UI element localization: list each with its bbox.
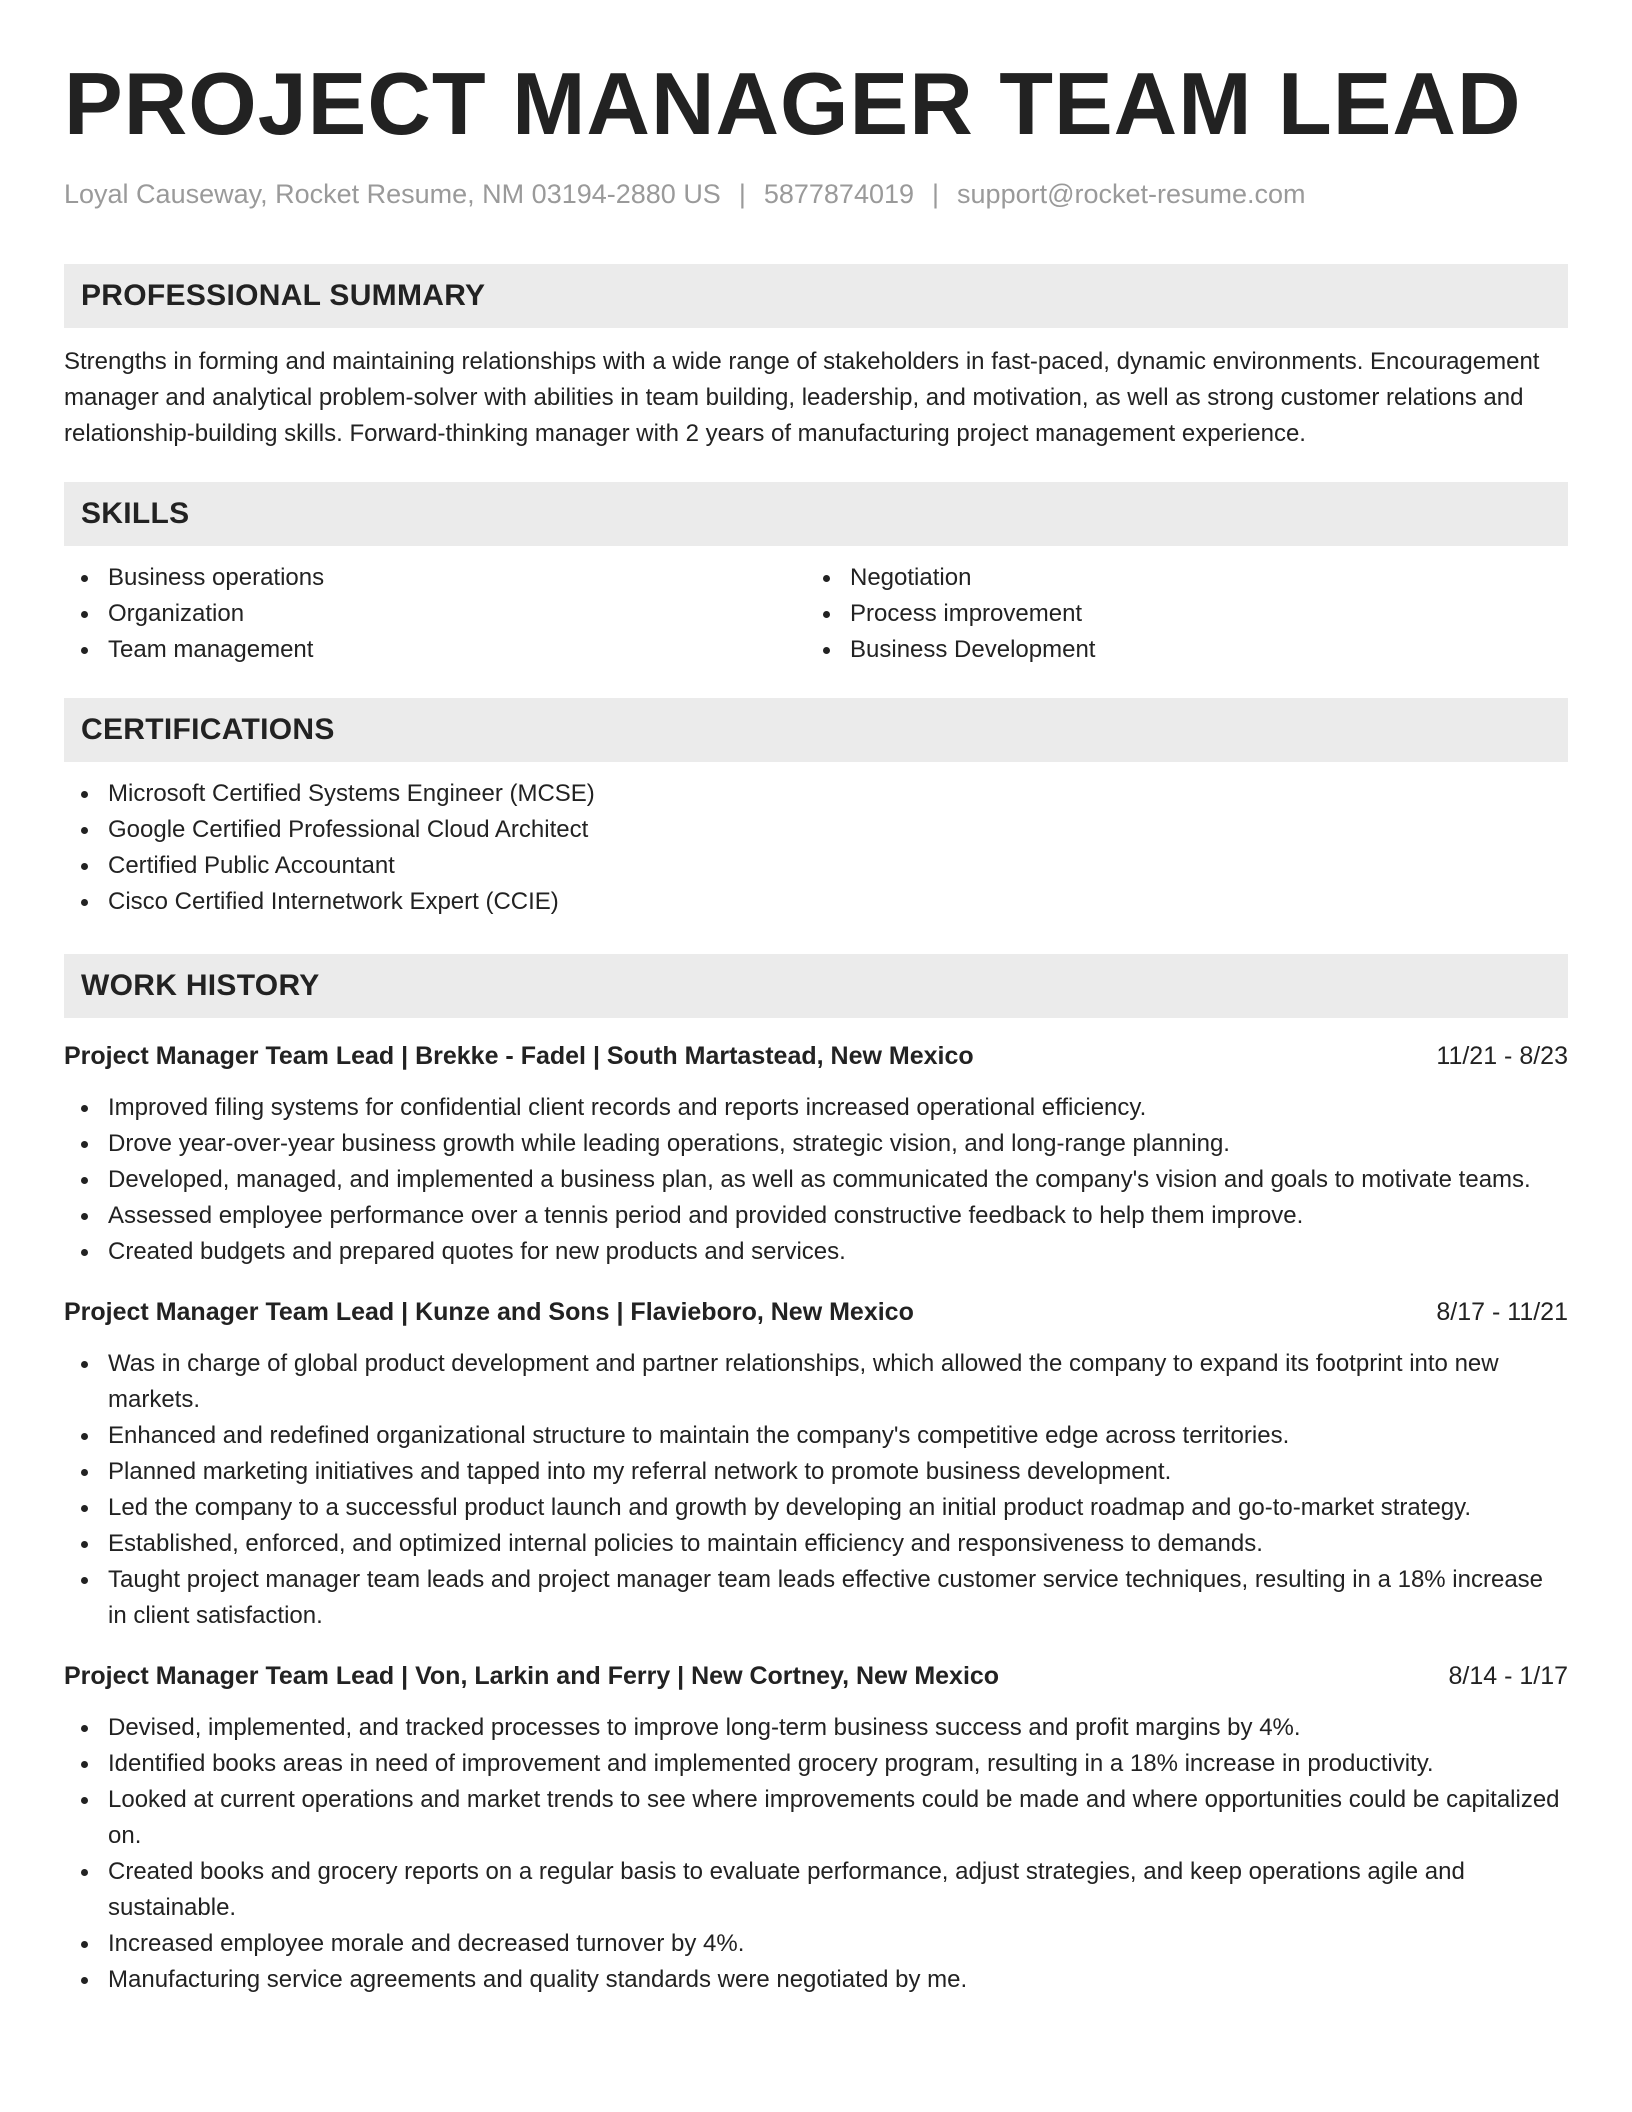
job-bullet: Established, enforced, and optimized internal policies to maintain efficiency and responsiveness to demands. xyxy=(108,1526,1568,1562)
skills-list-left xyxy=(64,560,806,668)
job-bullet: Created books and grocery reports on a regular basis to evaluate performance, adjust strategies, and keep operations agile and sustainable. xyxy=(108,1854,1568,1926)
skill-item: Business Development xyxy=(850,632,1548,668)
job-bullet: Assessed employee performance over a tennis period and provided constructive feedback to help them improve. xyxy=(108,1198,1568,1234)
job-bullet: Developed, managed, and implemented a business plan, as well as communicated the company's vision and goals to motivate teams. xyxy=(108,1162,1568,1198)
skill-item: Team management xyxy=(108,632,806,668)
certifications-list xyxy=(64,776,1568,920)
skill-item: Negotiation xyxy=(850,560,1548,596)
certification-item: Microsoft Certified Systems Engineer (MCSE) xyxy=(108,776,1568,812)
job-bullets xyxy=(64,1346,1568,1634)
skill-item: Organization xyxy=(108,596,806,632)
summary-section xyxy=(64,264,1568,452)
summary-heading: PROFESSIONAL SUMMARY xyxy=(64,264,1568,328)
job-entry xyxy=(64,1038,1568,1270)
job-bullet: Devised, implemented, and tracked processes to improve long-term business success and profit margins by 4%. xyxy=(108,1710,1568,1746)
summary-text: Strengths in forming and maintaining relationships with a wide range of stakeholders in fast-paced, dynamic environments. Encouragement manager and analytical problem-solver with abilities in team building, leadership, and motivation, as well as strong customer relations and relationship-building skills. Forward-thinking manager with 2 years of manufacturing project management experience. xyxy=(64,348,1540,447)
job-title: Project Manager Team Lead | Kunze and Sons | Flavieboro, New Mexico xyxy=(64,1298,914,1326)
contact-separator: | xyxy=(738,179,746,209)
job-bullet: Improved filing systems for confidential client records and reports increased operational efficiency. xyxy=(108,1090,1568,1126)
job-bullet: Led the company to a successful product launch and growth by developing an initial product roadmap and go-to-market strategy. xyxy=(108,1490,1568,1526)
job-bullets xyxy=(64,1710,1568,1998)
job-title: Project Manager Team Lead | Brekke - Fadel | South Martastead, New Mexico xyxy=(64,1042,974,1070)
job-bullet: Increased employee morale and decreased turnover by 4%. xyxy=(108,1926,1568,1962)
job-header xyxy=(64,1658,1568,1694)
resume-name: PROJECT MANAGER TEAM LEAD xyxy=(64,54,1522,153)
job-bullet: Looked at current operations and market trends to see where improvements could be made and where opportunities could be capitalized on. xyxy=(108,1782,1568,1854)
certification-item: Cisco Certified Internetwork Expert (CCIE) xyxy=(108,884,1568,920)
work-history-section xyxy=(64,954,1568,1998)
job-dates: 8/17 - 11/21 xyxy=(1436,1298,1568,1326)
job-bullet: Planned marketing initiatives and tapped into my referral network to promote business development. xyxy=(108,1454,1568,1490)
job-bullet: Created budgets and prepared quotes for new products and services. xyxy=(108,1234,1568,1270)
job-bullet: Identified books areas in need of improvement and implemented grocery program, resulting in a 18% increase in productivity. xyxy=(108,1746,1568,1782)
job-header xyxy=(64,1038,1568,1074)
contact-address: Loyal Causeway, Rocket Resume, NM 03194-2880 US xyxy=(64,179,721,209)
certifications-section xyxy=(64,698,1568,920)
contact-line xyxy=(64,176,1568,212)
skills-list-right xyxy=(806,560,1548,668)
job-bullet: Enhanced and redefined organizational structure to maintain the company's competitive edge across territories. xyxy=(108,1418,1568,1454)
certification-item: Google Certified Professional Cloud Architect xyxy=(108,812,1568,848)
job-bullet: Drove year-over-year business growth while leading operations, strategic vision, and long-range planning. xyxy=(108,1126,1568,1162)
job-bullet: Manufacturing service agreements and quality standards were negotiated by me. xyxy=(108,1962,1568,1998)
job-bullet: Was in charge of global product development and partner relationships, which allowed the company to expand its footprint into new markets. xyxy=(108,1346,1568,1418)
certification-item: Certified Public Accountant xyxy=(108,848,1568,884)
skills-grid xyxy=(64,560,1568,668)
job-bullets xyxy=(64,1090,1568,1270)
job-dates: 8/14 - 1/17 xyxy=(1448,1662,1568,1690)
skill-item: Business operations xyxy=(108,560,806,596)
contact-phone: 5877874019 xyxy=(763,179,915,209)
certifications-heading: CERTIFICATIONS xyxy=(64,698,1568,762)
job-bullet: Taught project manager team leads and project manager team leads effective customer service techniques, resulting in a 18% increase in client satisfaction. xyxy=(108,1562,1568,1634)
skills-heading: SKILLS xyxy=(64,482,1568,546)
job-title: Project Manager Team Lead | Von, Larkin and Ferry | New Cortney, New Mexico xyxy=(64,1662,1000,1690)
job-dates: 11/21 - 8/23 xyxy=(1436,1042,1568,1070)
skills-section xyxy=(64,482,1568,668)
job-entry xyxy=(64,1658,1568,1998)
skill-item: Process improvement xyxy=(850,596,1548,632)
contact-separator: | xyxy=(932,179,940,209)
job-header xyxy=(64,1294,1568,1330)
job-entry xyxy=(64,1294,1568,1634)
work-history-heading: WORK HISTORY xyxy=(64,954,1568,1018)
contact-email: support@rocket-resume.com xyxy=(957,179,1306,209)
